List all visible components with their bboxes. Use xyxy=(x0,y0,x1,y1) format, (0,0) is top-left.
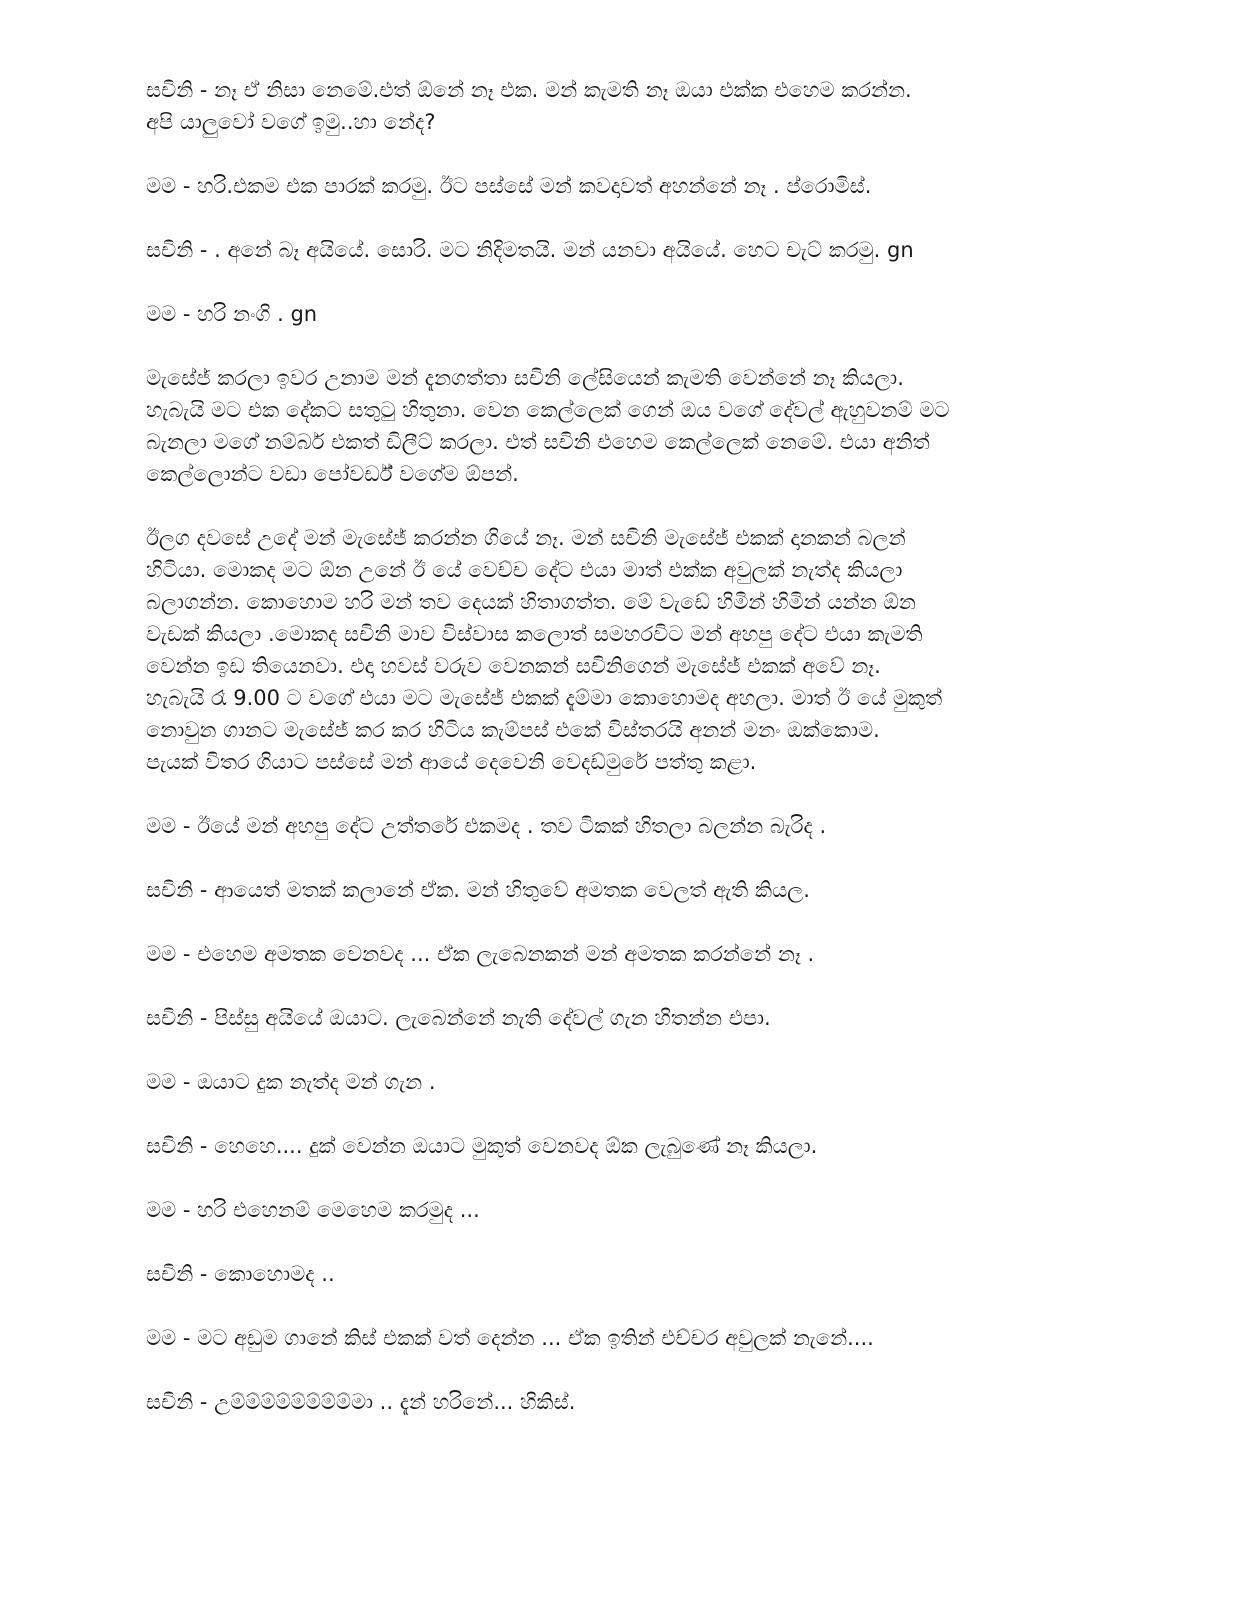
text-line: සචිනි - නෑ ඒ නිසා නෙමේ.එත් ඕනේ නෑ එක. මන් කැමති නෑ ඔයා එක්ක එහෙම කරන්න. xyxy=(146,78,912,102)
text-line: හැබැයි රෑ 9.00 ට වගේ එයා මට මැසේජ් එකක් දැම්මා කොහොමද අහලා. මාත් ඊ යේ මුකුත් xyxy=(146,686,943,710)
text-line: සචිනි - හෙහෙ.... දුක් වෙන්න ඔයාට මුකුත් වෙනවද ඕක ලැබුණේ නෑ කියලා. xyxy=(146,1134,818,1158)
text-line: හැබැයි මට එක දේකට සතුටු හිතුනා. වෙන කෙල්ලෙක් ගෙන් ඔය වගේ දේවල් ඇහුවනම් මට xyxy=(146,398,950,422)
text-line: නොවුන ගානට මැසේජ් කර කර හිටිය කැම්පස් එකේ විස්තරයි අනන් මනං ඔක්කොම. xyxy=(146,718,880,742)
text-line: සචිනි - උම්ම්ම්ම්ම්ම්ම්ම්මා .. දැන් හරිනේ... හිකිස්. xyxy=(146,1390,576,1414)
text-line: සචිනි - කොහොමද .. xyxy=(146,1262,335,1286)
text-line: හිටියා. මොකද මට ඕන උනේ ඊ යේ වෙච්ච දේට එයා මාත් එක්ක අවුලක් නැත්ද කියලා xyxy=(146,558,903,582)
paragraph xyxy=(146,298,1076,330)
paragraph xyxy=(146,1194,1076,1226)
text-line: මම - හරි.එකම එක පාරක් කරමු. ඊට පස්සේ මන් කවදාවත් අහන්නේ නෑ . ප්රොමිස්. xyxy=(146,174,872,198)
paragraph xyxy=(146,1002,1076,1034)
text-line: මැසේජ් කරලා ඉවර උනාම මන් දැනගත්තා සචිනි ලේසියෙන් කැමති වෙන්නේ නෑ කියලා. xyxy=(146,366,904,390)
paragraph xyxy=(146,1130,1076,1162)
text-line: කෙල්ලොන්ට වඩා පෝවර්ඩ් වගේම ඕපන්. xyxy=(146,462,519,486)
text-line: සචිනි - ආයෙත් මතක් කලානේ ඒක. මන් හිතුවේ අමතක වෙලත් ඇති කියල. xyxy=(146,878,810,902)
paragraph xyxy=(146,362,1076,490)
text-line: මම - ඊයේ මන් අහපු දේට උත්තරේ එකමද . තව ටිකක් හිතලා බලන්න බැරිද . xyxy=(146,814,827,838)
paragraph xyxy=(146,874,1076,906)
paragraph xyxy=(146,1322,1076,1354)
paragraph xyxy=(146,1066,1076,1098)
text-line: මම - ඔයාට දුක නැත්ද මන් ගැන . xyxy=(146,1070,436,1094)
document-body xyxy=(146,74,1076,1450)
text-line: වැඩක් කියලා .මොකද සචිනි මාව විස්වාස කලොත් සමහරවිට මන් අහපු දේට එයා කැමති xyxy=(146,622,923,646)
paragraph xyxy=(146,234,1076,266)
text-line: සචිනි - පිස්සු අයියේ ඔයාට. ලැබෙන්නේ නැති දේවල් ගැන හිතන්න එපා. xyxy=(146,1006,771,1030)
text-line: වෙන්න ඉඩ තියෙනවා. එදා හවස් වරුව වෙනකන් සචිනිගෙන් මැසේජ් එකක් අවේ නෑ. xyxy=(146,654,881,678)
text-line: මම - හරි නංගි . gn xyxy=(146,302,318,326)
text-line: ඊලග දවසේ උදේ මන් මැසේජ් කරන්න ගියේ නෑ. මන් සචිනි මැසේජ් එකක් දානකන් බලන් xyxy=(146,526,906,550)
text-line: පැයක් විතර ගියාට පස්සේ මන් ආයේ දෙවෙනි වෙදඩ්මුරේ පත්තු කළා. xyxy=(146,750,757,774)
paragraph xyxy=(146,938,1076,970)
paragraph xyxy=(146,810,1076,842)
paragraph xyxy=(146,74,1076,138)
text-line: මම - හරි එහෙනම් මෙහෙම කරමුද ... xyxy=(146,1198,480,1222)
text-line: සචිනි - . අනේ බෑ අයියේ. සොරි. මට නිදිමතයි. මන් යනවා අයියේ. හෙට චැට් කරමු. gn xyxy=(146,238,914,262)
text-line: බලාගන්න. කොහොම හරි මන් තව දෙයක් හිතාගත්ත. මේ වැඩේ හිමින් හිමින් යන්න ඕන xyxy=(146,590,916,614)
paragraph xyxy=(146,1386,1076,1418)
text-line: මම - මට අඩුම ගානේ කිස් එකක් වත් දෙන්න ... ඒක ඉතින් එච්චර අවුලක් නැනේ.... xyxy=(146,1326,874,1350)
paragraph xyxy=(146,1258,1076,1290)
paragraph xyxy=(146,170,1076,202)
paragraph xyxy=(146,522,1076,778)
text-line: බැනලා මගේ නම්බර් එකත් ඩිලීට් කරලා. එත් සචිනි එහෙම කෙල්ලෙක් නෙමේ. එයා අනිත් xyxy=(146,430,930,454)
text-line: මම - එහෙම අමතක වෙනවද ... ඒක ලැබෙනකන් මන් අමතක කරන්නේ නෑ . xyxy=(146,942,815,966)
text-line: අපි යාලුවෝ වගේ ඉමු..හා නේද? xyxy=(146,110,436,134)
